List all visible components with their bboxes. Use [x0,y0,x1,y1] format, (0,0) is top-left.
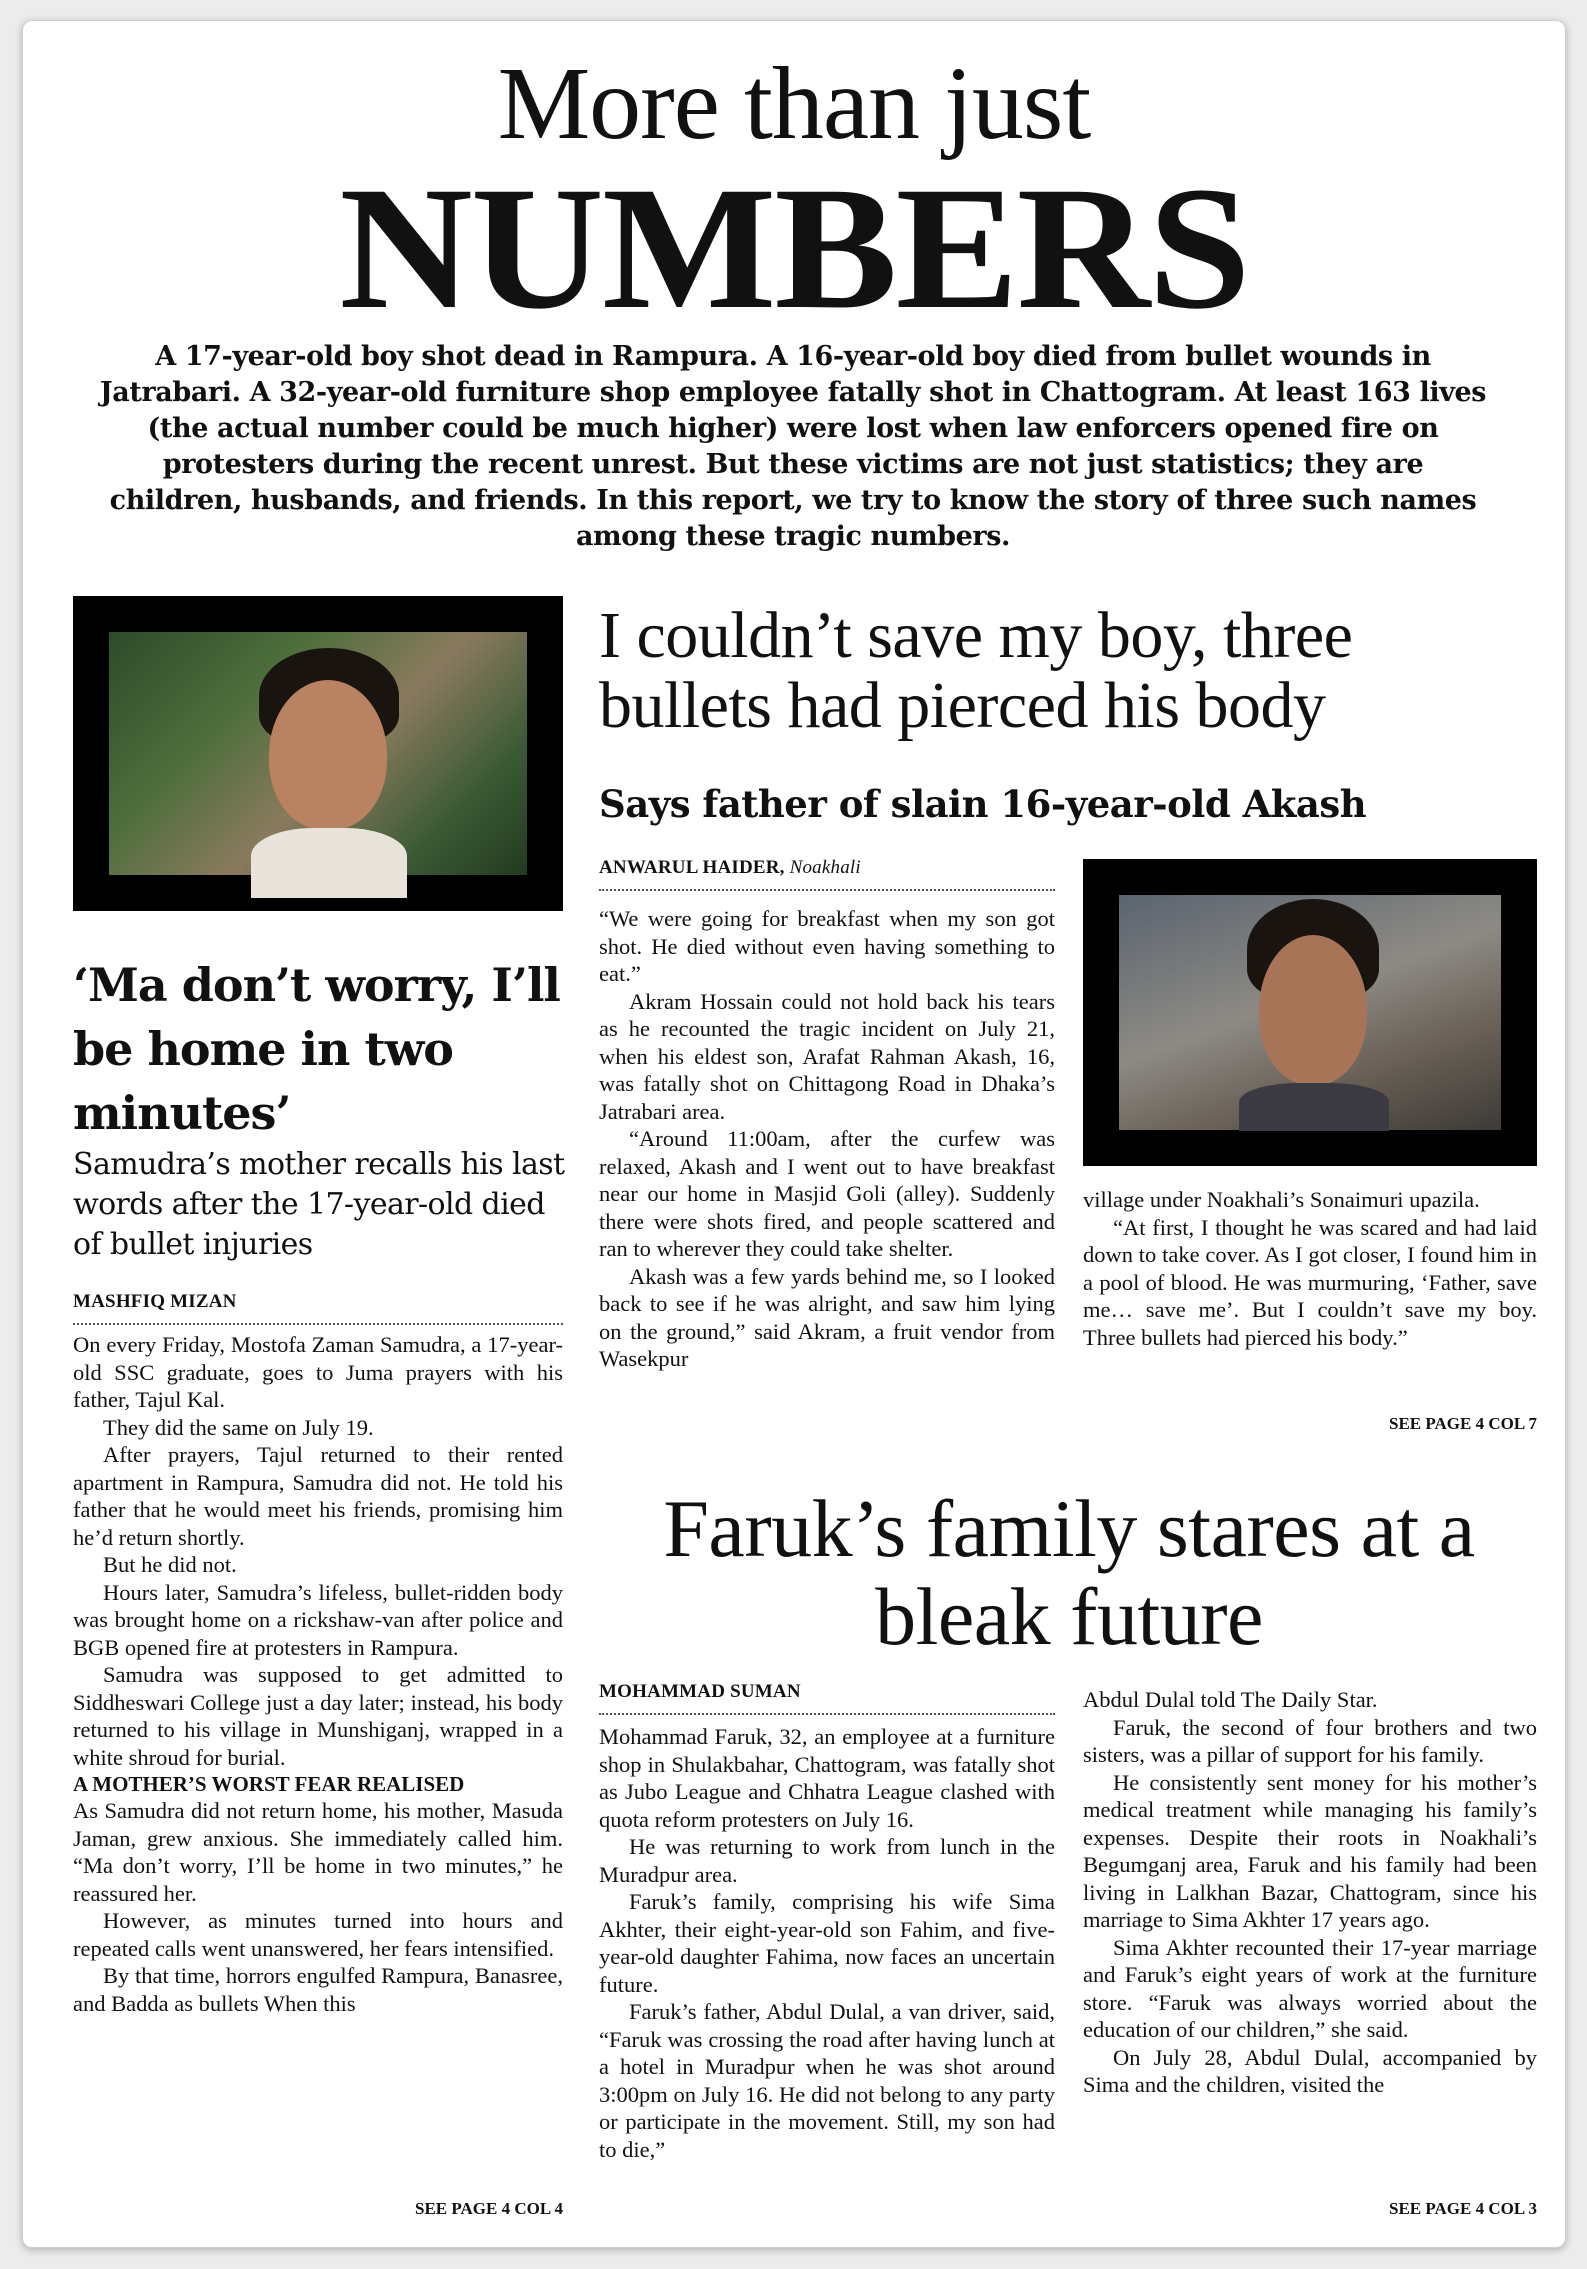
paragraph: “We were going for breakfast when my son got shot. He died without even having something to eat.” [599,906,1055,986]
paragraph: Akash was a few yards behind me, so I looked back to see if he was alright, and saw him lying on the ground,” said Akram, a fruit vendor from Wasekpur [599,1263,1055,1371]
akash-byline [599,857,861,879]
faruk-headline: Faruk’s family stares at a bleak future [663,1483,1475,1662]
paragraph: Samudra was supposed to get admitted to Siddheswari College just a day later; instead, his body returned to his village in Munshiganj, wrapped in a white shroud for burial. [73,1662,563,1770]
faruk-body-col2 [1083,1686,1537,2099]
kicker-headline: More than just [497,46,1091,161]
paragraph: Hours later, Samudra’s lifeless, bullet-ridden body was brought home on a rickshaw-van after police and BGB opened fire at protesters in Rampura. [73,1579,563,1660]
paragraph: However, as minutes turned into hours and repeated calls went unanswered, her fears intensified. [73,1908,563,1961]
akash-photo [1083,859,1537,1166]
divider [599,1713,1055,1715]
main-headline: NUMBERS [339,151,1249,346]
akash-body-col1 [599,905,1055,1373]
faruk-body-col1 [599,1723,1055,2163]
paragraph: village under Noakhali’s Sonaimuri upazila. [1083,1187,1480,1212]
paragraph: “At first, I thought he was scared and had laid down to take cover. As I got closer, I found him in a pool of blood. He was murmuring, ‘Father, save me… save me’. But I couldn’t save my boy. Three bullets had pierced his body.” [1083,1214,1537,1350]
paragraph: But he did not. [103,1552,237,1577]
samudra-photo [73,596,563,911]
paragraph: Sima Akhter recounted their 17-year marriage and Faruk’s eight years of work at the furniture store. “Faruk was always worried about the education of our children,” she said. [1083,1934,1537,2042]
akash-body-col2 [1083,1186,1537,1351]
paragraph: Abdul Dulal told The Daily Star. [1083,1687,1378,1712]
samudra-headline: ‘Ma don’t worry, I’ll be home in two minutes’ [73,958,560,1140]
see-page-link[interactable]: SEE PAGE 4 COL 4 [415,2199,563,2218]
paragraph: Faruk, the second of four brothers and two sisters, was a pillar of support for his family. [1083,1714,1537,1767]
byline-name: ANWARUL HAIDER, [599,857,785,878]
paragraph: By that time, horrors engulfed Rampura, Banasree, and Badda as bullets When this [73,1963,563,2016]
samudra-byline: MASHFIQ MIZAN [73,1291,237,1312]
paragraph: Faruk’s family, comprising his wife Sima Akhter, their eight-year-old son Fahim, and five-year-old daughter Fahima, now faces an uncertain future. [599,1889,1055,1997]
akash-headline: I couldn’t save my boy, three bullets had pierced his body [599,599,1353,742]
subhead: A MOTHER’S WORST FEAR REALISED [73,1772,465,1796]
paragraph: He was returning to work from lunch in the Muradpur area. [599,1834,1055,1887]
see-page-link[interactable]: SEE PAGE 4 COL 3 [1389,2199,1537,2218]
paragraph: “Around 11:00am, after the curfew was relaxed, Akash and I went out to have breakfast near our home in Masjid Goli (alley). Suddenly there were shots fired, and people scattered and ran to wherever they could take shelter. [599,1126,1055,1261]
paragraph: He consistently sent money for his mother’s medical treatment while managing his family’s expenses. Despite their roots in Noakhali’s Begumganj area, Faruk and his family had been living in Lalkhan Bazar, Chattogram, since his marriage to Sima Akhter 17 years ago. [1083,1769,1537,1932]
paragraph: As Samudra did not return home, his mother, Masuda Jaman, grew anxious. She immediately called him. “Ma don’t worry, I’ll be home in two minutes,” he reassured her. [73,1798,563,1906]
paragraph: Akram Hossain could not hold back his tears as he recounted the tragic incident on July 21, when his eldest son, Arafat Rahman Akash, 16, was fatally shot on Chittagong Road in Dhaka’s Jatrabari area. [599,988,1055,1124]
paragraph: On July 28, Abdul Dulal, accompanied by Sima and the children, visited the [1083,2044,1537,2097]
see-page-link[interactable]: SEE PAGE 4 COL 7 [1389,1414,1537,1433]
newspaper-page [22,20,1566,2248]
paragraph: Mohammad Faruk, 32, an employee at a furniture shop in Shulakbahar, Chattogram, was fatally shot as Jubo League and Chhatra League clashed with quota reform protesters on July 16. [599,1724,1055,1832]
paragraph: On every Friday, Mostofa Zaman Samudra, a 17-year-old SSC graduate, goes to Juma prayers with his father, Tajul Kal. [73,1332,563,1412]
divider [73,1323,563,1325]
paragraph: After prayers, Tajul returned to their rented apartment in Rampura, Samudra did not. He told his father that he would meet his friends, promising him he’d return shortly. [73,1442,563,1550]
samudra-body [73,1331,563,2017]
byline-place: Noakhali [789,857,861,878]
samudra-deck: Samudra’s mother recalls his last words after the 17-year-old died of bullet injuries [73,1147,565,1262]
paragraph: Faruk’s father, Abdul Dulal, a van driver, said, “Faruk was crossing the road after having lunch at a hotel in Muradpur when he was shot around 3:00pm on July 16. He did not belong to any party or participate in the movement. Still, my son had to die,” [599,1999,1055,2162]
faruk-byline: MOHAMMAD SUMAN [599,1681,801,1702]
divider [599,889,1055,891]
standfirst: A 17-year-old boy shot dead in Rampura. A 16-year-old boy died from bullet wounds in Jatrabari. A 32-year-old furniture shop employee fatally shot in Chattogram. At least 163 lives (the actual number could be much higher) were lost when law enforcers opened fire on protesters during the recent unrest. But these victims are not just statistics; they are children, husbands, and friends. In this report, we try to know the story of three such names among these tragic numbers. [99,341,1487,552]
akash-deck: Says father of slain 16-year-old Akash [599,782,1367,826]
paragraph: They did the same on July 19. [103,1414,374,1440]
